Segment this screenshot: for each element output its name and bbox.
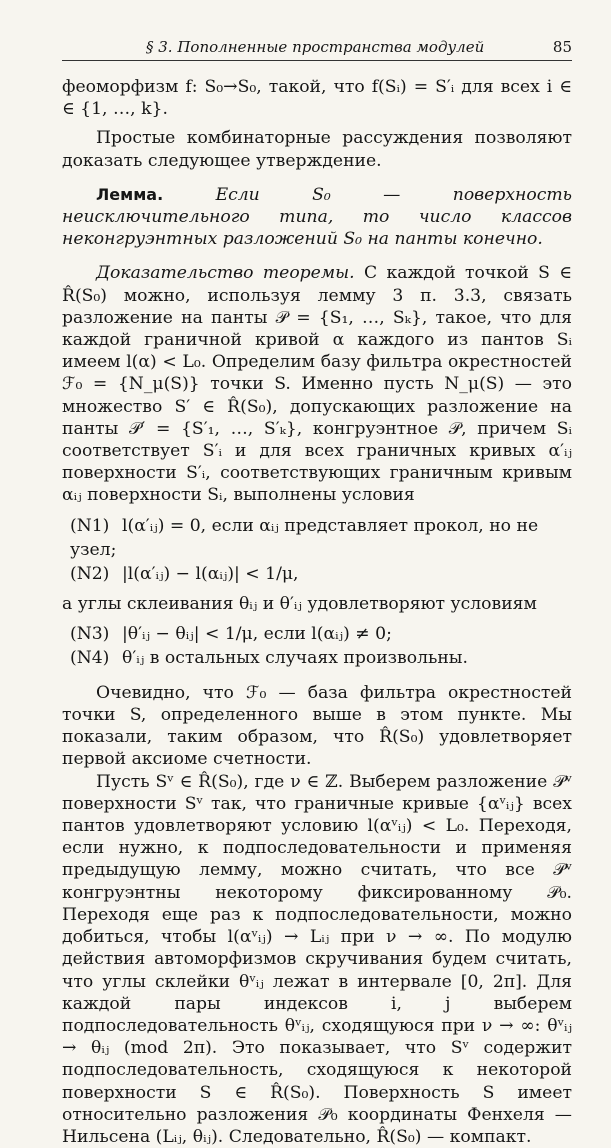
lemma-statement: Если S₀ — поверхность неисключительного типа, то число классов неконгруэнтных разложений S₀ на панты конечно. [62, 184, 572, 250]
condition-n3 [62, 622, 572, 646]
paragraph-combinatorial: Простые комбинаторные рассуждения позволяют доказать следующее утверждение. [62, 128, 572, 171]
condition-text: |θ′ᵢⱼ − θᵢⱼ| < 1/μ, если l(αᵢⱼ) ≠ 0; [122, 623, 392, 644]
condition-n1 [62, 514, 572, 562]
condition-n4 [62, 646, 572, 670]
proof-paragraph [62, 262, 572, 506]
lemma-heading: Лемма. [96, 184, 164, 204]
condition-text: |l(α′ᵢⱼ) − l(αᵢⱼ)| < 1/μ, [122, 563, 299, 584]
proof-text: С каждой точкой S ∈ R̂(S₀) можно, используя лемму 3 п. 3.3, связать разложение на панты 𝒫 = {S₁, …, Sₖ}, такое, что для каждой граничной кривой α каждого из пантов Sᵢ имеем l(α) < L₀. Определим базу фильтра окрестностей ℱ₀ = {N_μ(S)} точки S. Именно пусть N_μ(S) — это множество S′ ∈ R̂(S₀), допускающих разложение на панты 𝒫′ = {S′₁, …, S′ₖ}, конгруэнтное 𝒫, причем Sᵢ соответствует S′ᵢ и для всех граничных кривых α′ᵢⱼ поверхности S′ᵢ, соответствующих граничным кривым αᵢⱼ поверхности Sᵢ, выполнены условия [62, 263, 573, 506]
section-title: § 3. Пополненные пространства модулей [146, 38, 485, 56]
proof-heading: Доказательство теоремы. [96, 263, 355, 284]
lemma [62, 184, 572, 251]
condition-n2 [62, 562, 572, 586]
condition-label: (N2) [70, 563, 110, 584]
condition-label: (N3) [70, 623, 110, 644]
condition-label: (N4) [70, 647, 110, 668]
paragraph-compactness: Пусть Sᵛ ∈ R̂(S₀), где ν ∈ ℤ. Выберем разложение 𝒫ᵛ поверхности Sᵛ так, что граничные кривые {αᵛᵢⱼ} всех пантов удовлетворяют условию l(αᵛᵢⱼ) < L₀. Переходя, если нужно, к подпоследовательности и применяя предыдущую лемму, можно считать, что все 𝒫ᵛ конгруэнтны некоторому фиксированному 𝒫₀. Переходя еще раз к подпоследовательности, можно добиться, чтобы l(αᵛᵢⱼ) → Lᵢⱼ при ν → ∞. По модулю действия автоморфизмов скручивания будем считать, что углы склейки θᵛᵢⱼ лежат в интервале [0, 2π]. Для каждой пары индексов i, j выберем подпоследовательность θᵛᵢⱼ, сходящуюся при ν → ∞: θᵛᵢⱼ → θᵢⱼ (mod 2π). Это показывает, что Sᵛ содержит подпоследовательность, сходящуюся к некоторой поверхности S ∈ R̂(S₀). Поверхность S имеет относительно разложения 𝒫₀ координаты Фенхеля — Нильсена (Lᵢⱼ, θᵢⱼ). Следовательно, R̂(S₀) — компакт. [62, 771, 572, 1147]
angles-sentence: а углы склеивания θᵢⱼ и θ′ᵢⱼ удовлетворяют условиям [62, 593, 537, 614]
paragraph-continuation: феоморфизм f: S₀→S₀, такой, что f(Sᵢ) = S′ᵢ для всех i ∈ ∈ {1, …, k}. [62, 77, 572, 120]
running-header [62, 36, 572, 61]
condition-text: l(α′ᵢⱼ) = 0, если αᵢⱼ представляет прокол, но не узел; [70, 515, 539, 560]
condition-text: θ′ᵢⱼ в остальных случаях произвольны. [122, 647, 468, 668]
condition-label: (N1) [70, 515, 110, 536]
paragraph-first-countability: Очевидно, что ℱ₀ — база фильтра окрестностей точки S, определенного выше в этом пункте. Мы показали, таким образом, что R̂(S₀) удовлетворяет первой аксиоме счетности. [62, 682, 572, 770]
page-number: 85 [552, 38, 572, 56]
page-body [62, 76, 572, 1148]
